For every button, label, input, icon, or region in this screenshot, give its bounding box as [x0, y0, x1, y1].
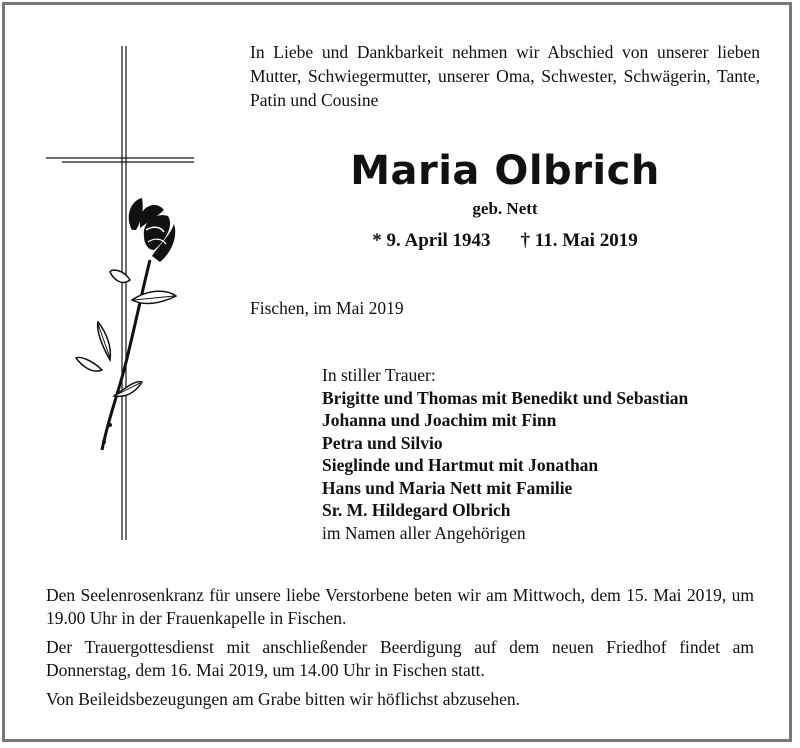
mourner-name: Sr. M. Hildegard Olbrich: [322, 500, 511, 520]
death-date: † 11. Mai 2019: [520, 230, 638, 251]
mourner-name: Petra und Silvio: [322, 432, 443, 453]
service-notes: [46, 584, 754, 717]
rosary-note: Den Seelenrosenkranz für unsere liebe Verstorbene beten wir am Mittwoch, dem 15. Mai 2019, um 19.00 Uhr in der Frauenkapelle in Fischen.: [46, 585, 754, 628]
condolence-note: Von Beileidsbezeugungen am Grabe bitten wir höflichst abzusehen.: [46, 689, 520, 709]
mourners-closing: im Namen aller Angehörigen: [322, 522, 526, 543]
mourner-name: Sieglinde und Hartmut mit Jonathan: [322, 455, 599, 475]
birth-date: * 9. April 1943: [372, 230, 491, 251]
mourner-name: Johanna und Joachim mit Finn: [322, 410, 557, 430]
funeral-note: Der Trauergottesdienst mit anschließender Beerdigung auf dem neuen Friedhof findet am Donnerstag, dem 16. Mai 2019, um 14.00 Uhr in Fischen statt.: [46, 637, 754, 680]
mourner-name: Brigitte und Thomas mit Benedikt und Sebastian: [322, 387, 689, 408]
mourners-list: [322, 364, 688, 544]
mourner-name: Hans und Maria Nett mit Familie: [322, 477, 573, 498]
intro-text: In Liebe und Dankbarkeit nehmen wir Abschied von unserer lieben Mutter, Schwiegermutter, unserer Oma, Schwester, Schwägerin, Tante, Patin und Cousine: [250, 42, 760, 110]
cross-with-rose-icon: [40, 40, 200, 550]
maiden-name: geb. Nett: [472, 199, 538, 218]
deceased-name: Maria Olbrich: [350, 148, 660, 194]
life-dates: [250, 230, 760, 252]
mourners-heading: In stiller Trauer:: [322, 365, 436, 385]
place-date: Fischen, im Mai 2019: [250, 298, 404, 318]
